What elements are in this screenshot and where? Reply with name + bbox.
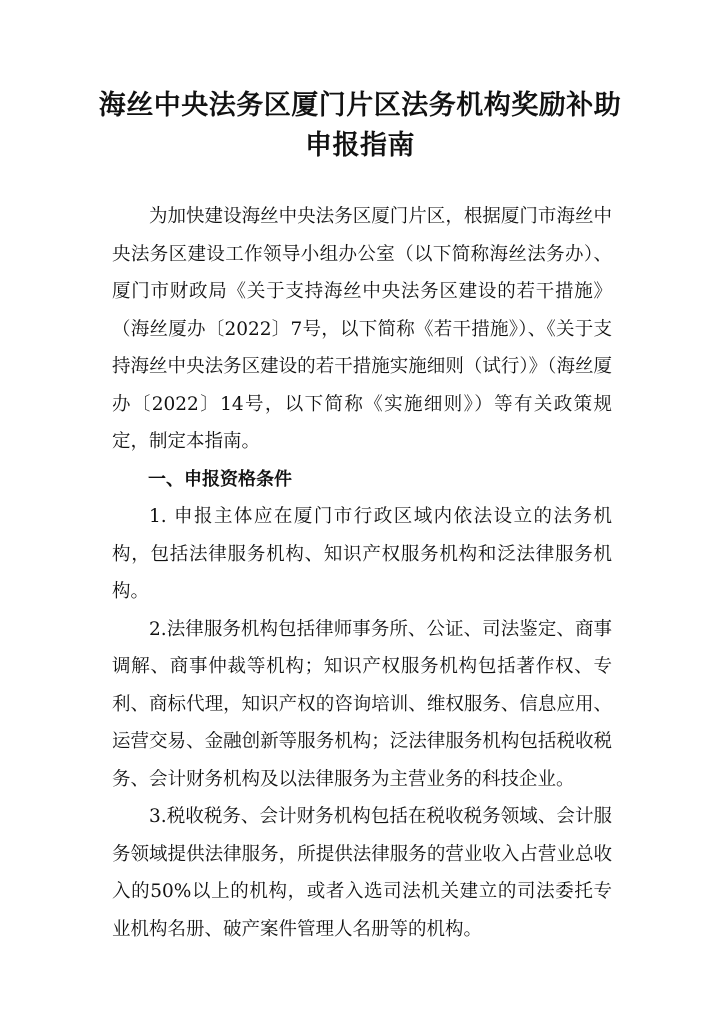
eligibility-item-1: 1. 申报主体应在厦门市行政区域内依法设立的法务机构，包括法律服务机构、知识产权服务机构和泛法律服务机构。	[112, 506, 612, 602]
document-body	[112, 198, 612, 948]
eligibility-item-3: 3.税收税务、会计财务机构包括在税收税务领域、会计服务领域提供法律服务，所提供法律服务的营业收入占营业总收入的50%以上的机构，或者入选司法机关建立的司法委托专业机构名册、破产案件管理人名册等的机构。	[112, 806, 612, 940]
title-line-2: 申报指南	[305, 130, 415, 161]
document-title	[90, 86, 630, 166]
intro-paragraph: 为加快建设海丝中央法务区厦门片区，根据厦门市海丝中央法务区建设工作领导小组办公室（以下简称海丝法务办）、厦门市财政局《关于支持海丝中央法务区建设的若干措施》（海丝厦办〔2022〕7号，以下简称《若干措施》）、《关于支持海丝中央法务区建设的若干措施实施细则（试行）》（海丝厦办〔2022〕14号，以下简称《实施细则》）等有关政策规定，制定本指南。	[112, 206, 612, 452]
section-heading-eligibility: 一、申报资格条件	[148, 468, 292, 490]
title-line-1: 海丝中央法务区厦门片区法务机构奖励补助	[98, 90, 622, 121]
eligibility-item-2: 2.法律服务机构包括律师事务所、公证、司法鉴定、商事调解、商事仲裁等机构；知识产权服务机构包括著作权、专利、商标代理，知识产权的咨询培训、维权服务、信息应用、运营交易、金融创新等服务机构；泛法律服务机构包括税收税务、会计财务机构及以法律服务为主营业务的科技企业。	[112, 618, 612, 790]
